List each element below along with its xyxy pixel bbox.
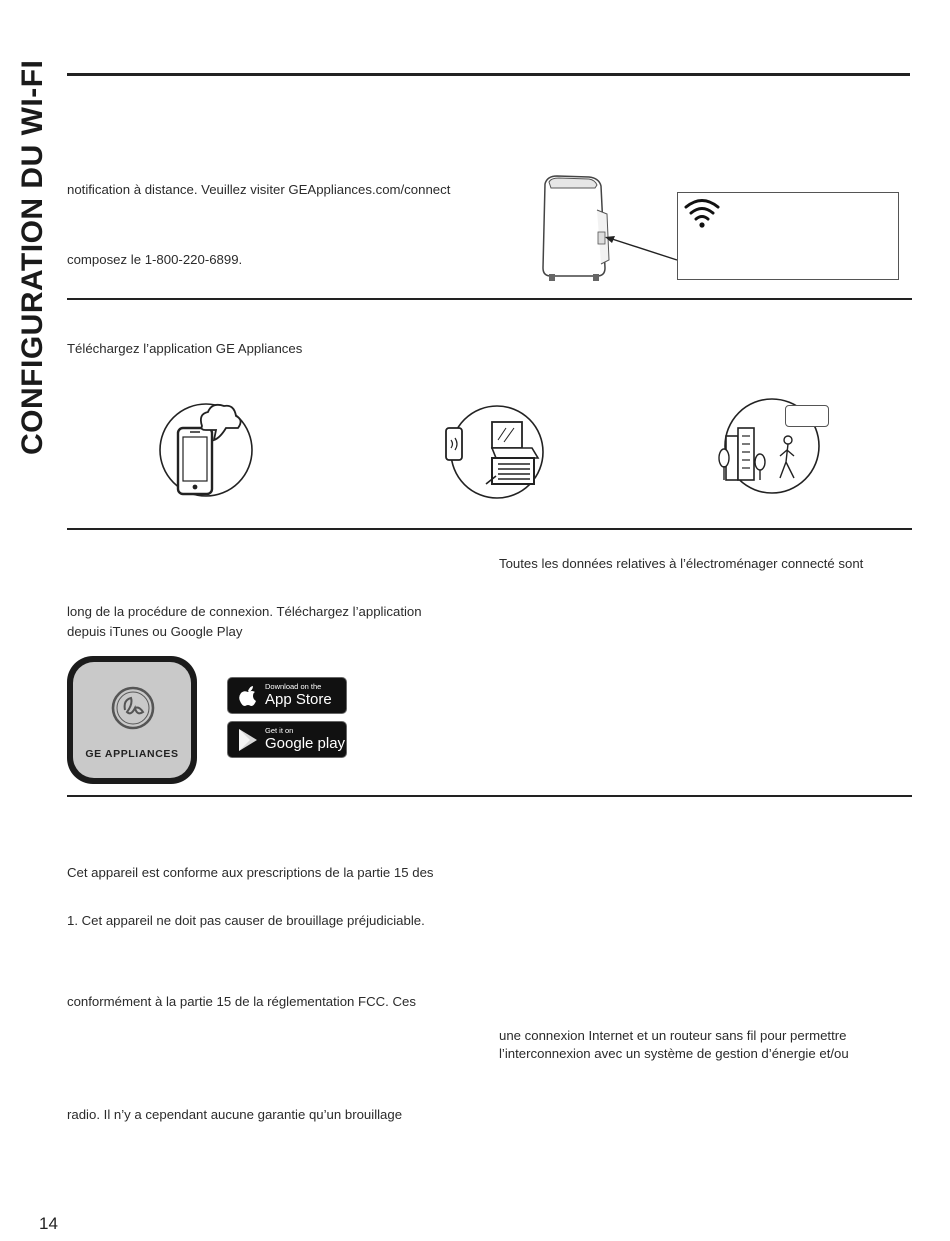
wifi-icon <box>683 196 721 228</box>
fcc-right-text-1: une connexion Internet et un routeur sans fil pour permettre <box>499 1028 847 1043</box>
wifi-indicator-callout <box>677 192 899 280</box>
app-store-small-text: Download on the <box>265 682 322 691</box>
app-icon-label: GE APPLIANCES <box>85 748 179 760</box>
fcc-text-4: radio. Il n’y a cependant aucune garantie qu’un brouillage <box>67 1107 403 1122</box>
intro-line-2: composez le 1-800-220-6899. <box>67 252 243 267</box>
rule-1 <box>67 298 912 300</box>
apple-icon <box>238 685 258 707</box>
phone-cloud-icon <box>154 400 258 500</box>
appliance-connect-icon <box>440 402 550 502</box>
rule-3 <box>67 795 912 797</box>
fcc-right-text-2: l’interconnexion avec un système de gestion d’énergie et/ou <box>499 1046 849 1061</box>
google-play-badge[interactable] <box>227 721 347 758</box>
connected-data-text: Toutes les données relatives à l’électroménager connecté sont <box>499 556 864 571</box>
ge-appliances-app-icon[interactable] <box>67 656 197 784</box>
app-download-line-1: long de la procédure de connexion. Téléchargez l’application <box>67 604 422 619</box>
app-store-badge[interactable] <box>227 677 347 714</box>
google-play-big-text: Google play <box>265 735 346 752</box>
download-instruction: Téléchargez l’application GE Appliances <box>67 341 303 356</box>
fcc-text-2: 1. Cet appareil ne doit pas causer de brouillage préjudiciable. <box>67 913 425 928</box>
google-play-small-text: Get it on <box>265 726 294 735</box>
ge-logo-icon <box>111 686 155 730</box>
app-store-big-text: App Store <box>265 691 332 708</box>
rule-2 <box>67 528 912 530</box>
speech-bubble <box>785 405 829 427</box>
section-title: CONFIGURATION DU WI-FI <box>16 59 49 455</box>
intro-line-1: notification à distance. Veuillez visiter GEAppliances.com/connect <box>67 182 451 197</box>
air-conditioner-illustration <box>535 172 685 287</box>
fcc-text-1: Cet appareil est conforme aux prescriptions de la partie 15 des <box>67 865 434 880</box>
page-number: 14 <box>39 1214 58 1233</box>
fcc-text-3: conformément à la partie 15 de la réglementation FCC. Ces <box>67 994 416 1009</box>
app-download-line-2: depuis iTunes ou Google Play <box>67 624 243 639</box>
top-rule <box>67 73 910 76</box>
google-play-icon <box>237 728 259 752</box>
